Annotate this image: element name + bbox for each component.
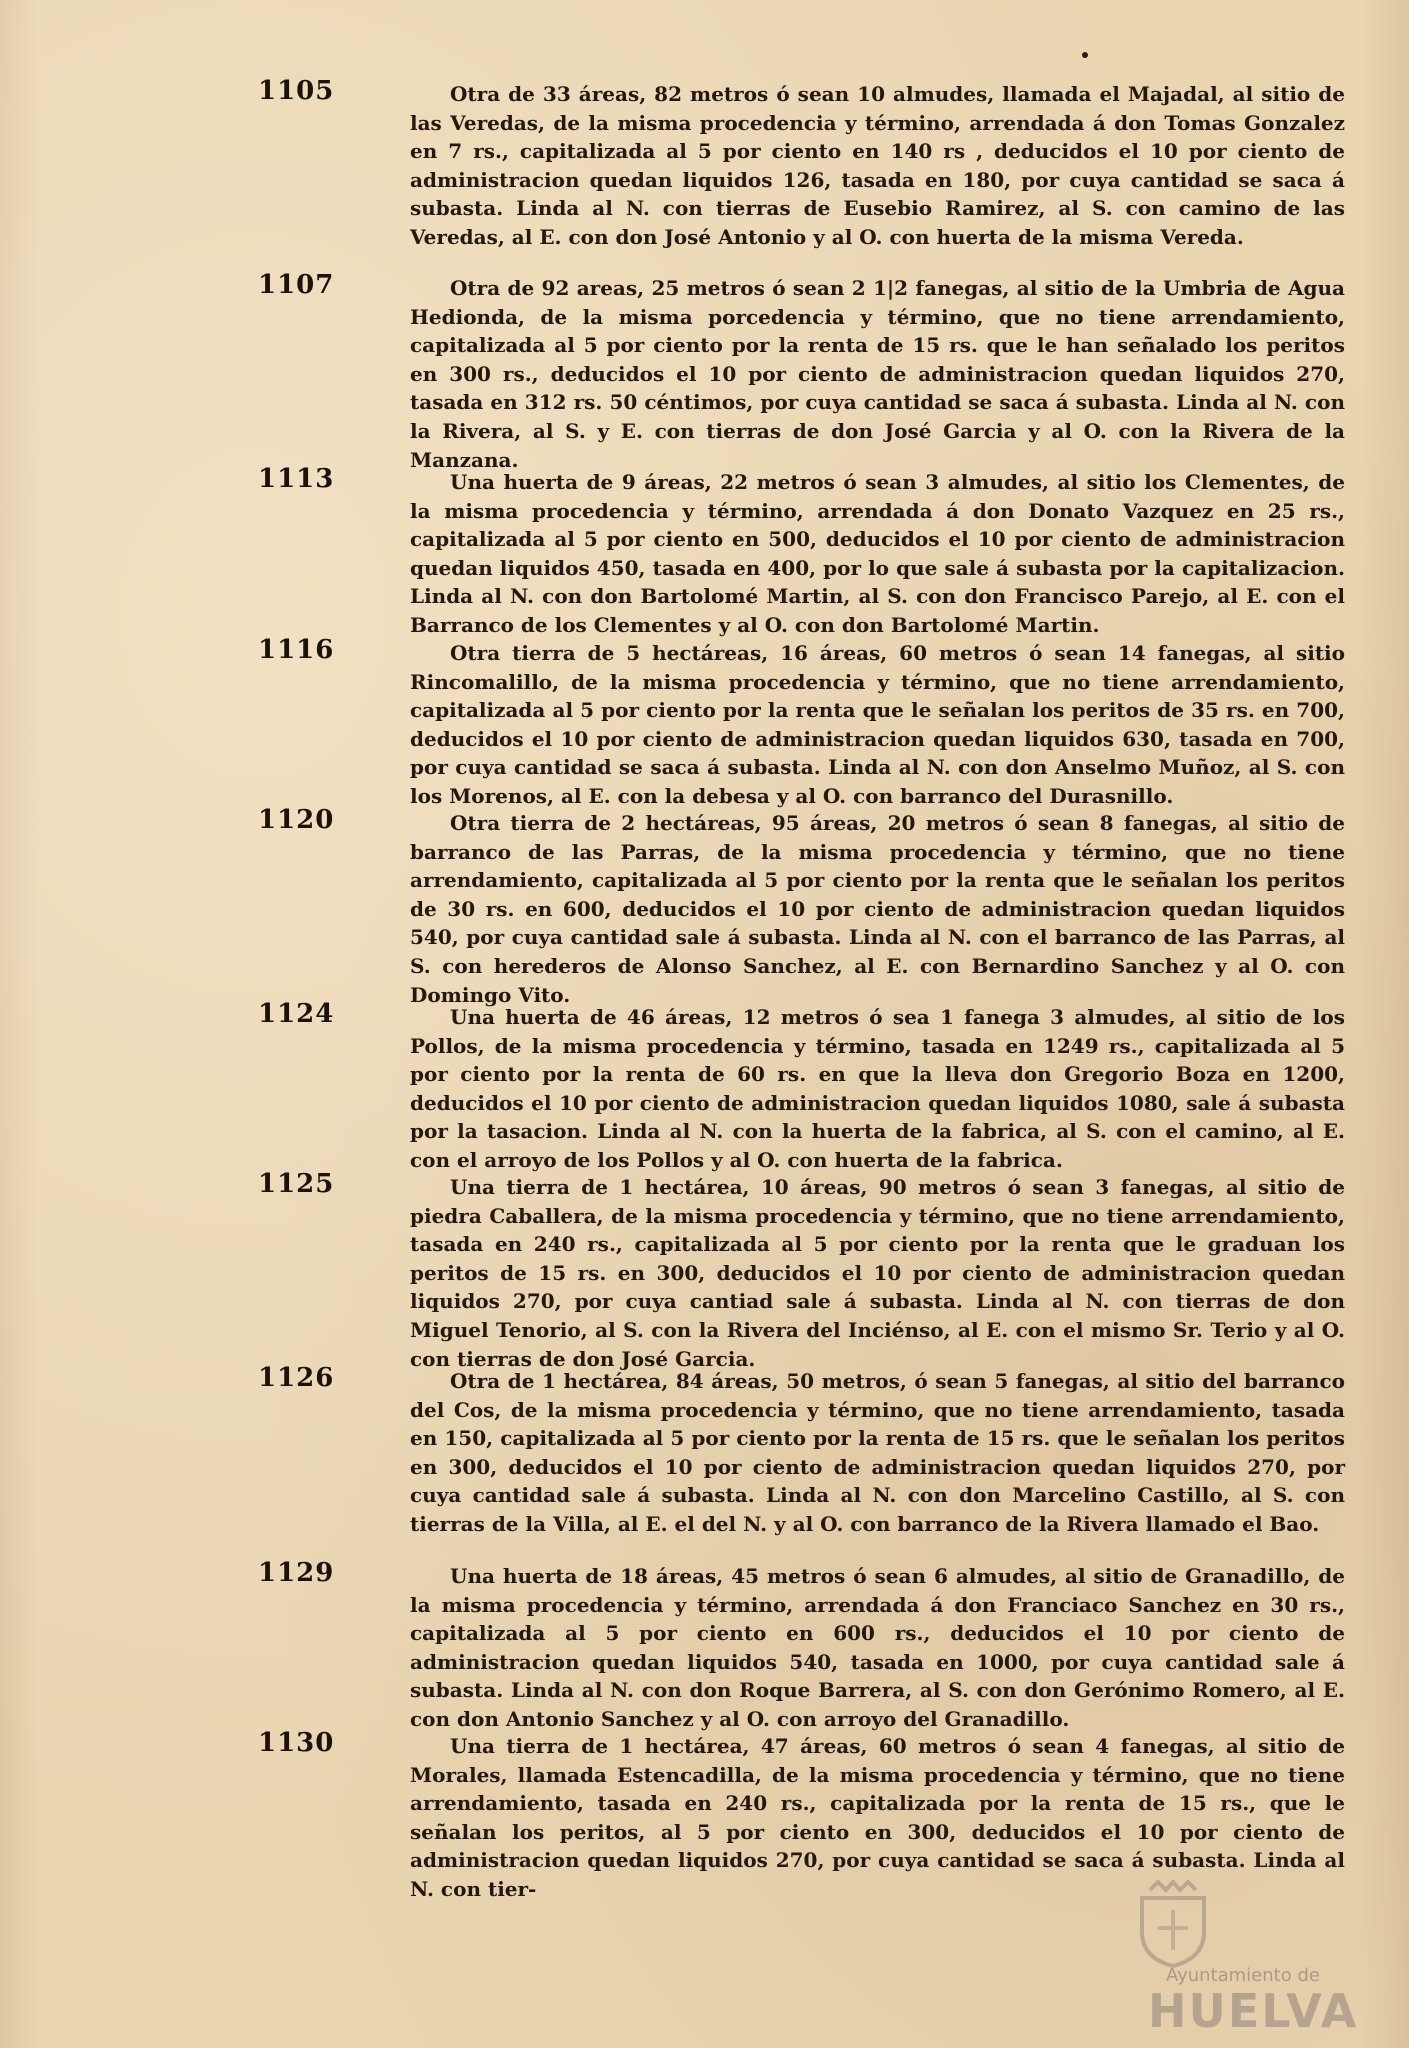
entry-number: 1129 [258, 1558, 335, 1588]
entry-number: 1126 [258, 1363, 335, 1393]
entry-text: Una huerta de 46 áreas, 12 metros ó sea 1 fanega 3 almudes, al sitio de los Pollos, de la misma procedencia y término, tasada en 1249 rs., capitalizada al 5 por ciento por la renta de 60 rs. en que la lleva don Gregorio Boza en 1200, deducidos el 10 por ciento de administracion quedan liquidos 1080, sale á subasta por la tasacion. Linda al N. con la huerta de la fabrica, al S. con el camino, al E. con el arroyo de los Pollos y al O. con huerta de la fabrica. [410, 1005, 1345, 1172]
watermark-line1: Ayuntamiento de [1166, 1965, 1320, 1986]
watermark-line2: HUELVA [1148, 1984, 1359, 2038]
entry-text: Otra de 1 hectárea, 84 áreas, 50 metros, ó sean 5 fanegas, al sitio del barranco del Cos, de la misma procedencia y término, que no tiene arrendamiento, tasada en 150, capitalizada al 5 por ciento por la renta de 15 rs. que le señalan los peritos en 300, deducidos el 10 por ciento de administracion quedan liquidos 270, por cuya cantidad sale á subasta. Linda al N. con don Marcelino Castillo, al S. con tierras de la Villa, al E. el del N. y al O. con barranco de la Rivera llamado el Bao. [410, 1369, 1345, 1536]
entry-text: Otra tierra de 2 hectáreas, 95 áreas, 20 metros ó sean 8 fanegas, al sitio de barranco de las Parras, de la misma procedencia y término, que no tiene arrendamiento, capitalizada al 5 por ciento por la renta que le señalan los peritos de 30 rs. en 600, deducidos el 10 por ciento de administracion quedan liquidos 540, por cuya cantidad sale á subasta. Linda al N. con el barranco de las Parras, al S. con herederos de Alonso Sanchez, al E. con Bernardino Sanchez y al O. con Domingo Vito. [410, 811, 1345, 1007]
crest-icon [1128, 1880, 1218, 1970]
entry-number: 1120 [258, 805, 335, 835]
entry-text: Otra de 92 areas, 25 metros ó sean 2 1|2 fanegas, al sitio de la Umbria de Agua Hedionda, de la misma porcedencia y término, que no tiene arrendamiento, capitalizada al 5 por ciento por la renta de 15 rs. que le han señalado los peritos en 300 rs., deducidos el 10 por ciento de administracion quedan liquidos 270, tasada en 312 rs. 50 céntimos, por cuya cantidad se saca á subasta. Linda al N. con la Rivera, al S. y E. con tierras de don José Garcia y al O. con la Rivera de la Manzana. [410, 276, 1345, 472]
entry-text: Una tierra de 1 hectárea, 10 áreas, 90 metros ó sean 3 fanegas, al sitio de piedra Caballera, de la misma procedencia y término, que no tiene arrendamiento, tasada en 240 rs., capitalizada al 5 por ciento por la renta que le graduan los peritos de 15 rs. en 300, deducidos el 10 por ciento de administracion quedan liquidos 270, por cuya cantiad sale á subasta. Linda al N. con tierras de don Miguel Tenorio, al S. con la Rivera del Inciénso, al E. con el mismo Sr. Terio y al O. con tierras de don José Garcia. [410, 1175, 1345, 1371]
entry-number: 1116 [258, 635, 335, 665]
entry-number: 1125 [258, 1169, 335, 1199]
entry-number: 1124 [258, 999, 335, 1029]
entry-number: 1130 [258, 1728, 335, 1758]
entry-number: 1105 [258, 76, 335, 106]
entry-text: Otra tierra de 5 hectáreas, 16 áreas, 60 metros ó sean 14 fanegas, al sitio Rincomalillo, de la misma procedencia y término, que no tiene arrendamiento, capitalizada al 5 por ciento por la renta que le señalan los peritos de 35 rs. en 700, deducidos el 10 por ciento de administracion quedan liquidos 630, tasada en 700, por cuya cantidad se saca á subasta. Linda al N. con don Anselmo Muñoz, al S. con los Morenos, al E. con la debesa y al O. con barranco del Durasnillo. [410, 641, 1345, 808]
entry-text: Una tierra de 1 hectárea, 47 áreas, 60 metros ó sean 4 fanegas, al sitio de Morales, llamada Estencadilla, de la misma procedencia y término, que no tiene arrendamiento, tasada en 240 rs., capitalizada por la renta de 15 rs., que le señalan los peritos, al 5 por ciento en 300, deducidos el 10 por ciento de administracion quedan liquidos 270, por cuya cantidad se saca á subasta. Linda al N. con tier- [410, 1734, 1345, 1901]
entry-text: Una huerta de 9 áreas, 22 metros ó sean 3 almudes, al sitio los Clementes, de la misma procedencia y término, arrendada á don Donato Vazquez en 25 rs., capitalizada al 5 por ciento en 500, deducidos el 10 por ciento de administracion quedan liquidos 450, tasada en 400, por lo que sale á subasta por la capitalizacion. Linda al N. con don Bartolomé Martin, al S. con don Francisco Parejo, al E. con el Barranco de los Clementes y al O. con don Bartolomé Martin. [410, 470, 1345, 637]
archive-watermark [1128, 1880, 1359, 2038]
entry-number: 1113 [258, 464, 335, 494]
entry-text: Una huerta de 18 áreas, 45 metros ó sean 6 almudes, al sitio de Granadillo, de la misma procedencia y término, arrendada á don Franciaco Sanchez en 30 rs., capitalizada al 5 por ciento en 600 rs., deducidos el 10 por ciento de administracion quedan liquidos 540, tasada en 1000, por cuya cantidad sale á subasta. Linda al N. con don Roque Barrera, al S. con don Gerónimo Romero, al E. con don Antonio Sanchez y al O. con arroyo del Granadillo. [410, 1564, 1345, 1731]
entry-number: 1107 [258, 270, 335, 300]
ink-speck [1082, 52, 1088, 58]
entry-text: Otra de 33 áreas, 82 metros ó sean 10 almudes, llamada el Majadal, al sitio de las Veredas, de la misma procedencia y término, arrendada á don Tomas Gonzalez en 7 rs., capitalizada al 5 por ciento en 140 rs , deducidos el 10 por ciento de administracion quedan liquidos 126, tasada en 180, por cuya cantidad se saca á subasta. Linda al N. con tierras de Eusebio Ramirez, al S. con camino de las Veredas, al E. con don José Antonio y al O. con huerta de la misma Vereda. [410, 82, 1345, 249]
